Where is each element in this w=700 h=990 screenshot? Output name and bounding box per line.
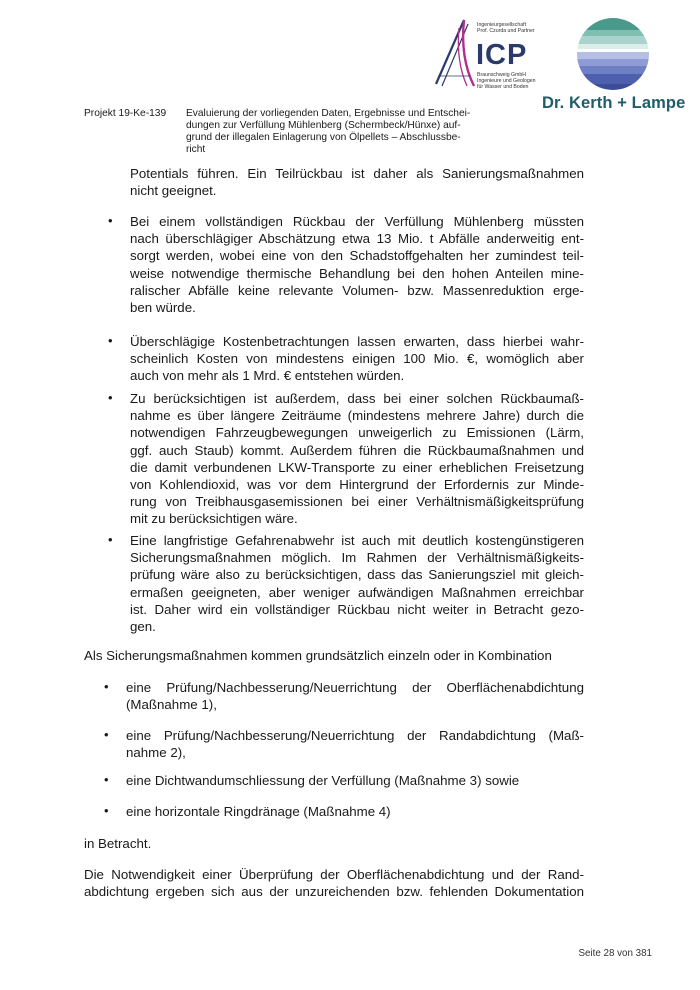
text-line: mit zu berücksichtigen wäre. bbox=[130, 511, 298, 527]
kerth-lampe-name: Dr. Kerth + Lampe bbox=[542, 94, 686, 112]
text-line: Als Sicherungsmaßnahmen kommen grundsätzlich einzeln oder in Kombination bbox=[84, 648, 552, 663]
text-line: Die Notwendigkeit einer Überprüfung der Oberflächenabdichtung und der Rand- bbox=[84, 867, 584, 882]
text-line: prüfung wäre also zu berücksichtigen, dass das Sanierungsziel mit gleich- bbox=[130, 567, 584, 583]
measure-item bbox=[126, 679, 584, 713]
text-line: nach überschlägiger Abschätzung etwa 13 Mio. t Abfälle anderweitig ent- bbox=[130, 231, 584, 247]
text-line: Bei einem vollständigen Rückbau der Verfüllung Mühlenberg müssten bbox=[130, 214, 584, 229]
bullet-paragraph bbox=[130, 213, 584, 316]
page-number: Seite 28 von 381 bbox=[578, 948, 652, 959]
text-line: gen. bbox=[130, 619, 156, 635]
text-line: weise notwendige thermische Behandlung bei den hohen Anteilen mine- bbox=[130, 265, 584, 281]
bullet-paragraph bbox=[130, 333, 584, 385]
icp-emblem-icon bbox=[430, 18, 476, 90]
text-line: ermaßen geeigneten, aber weniger aufwändigen Maßnahmen erreichbar bbox=[130, 584, 584, 600]
text-line: eine Prüfung/Nachbesserung/Neuerrichtung der Oberflächenabdichtung bbox=[126, 680, 584, 695]
project-title-line: Evaluierung der vorliegenden Daten, Ergebnisse und Entschei- bbox=[186, 108, 471, 119]
bullet-dot: • bbox=[104, 679, 109, 694]
text-line: scheinlich Kosten von mindestens einigen 100 Mio. €, womöglich aber bbox=[130, 351, 584, 367]
text-line: Zu berücksichtigen ist außerdem, dass bei einer solchen Rückbaumaß- bbox=[130, 391, 584, 406]
bullet-paragraph bbox=[130, 532, 584, 635]
kerth-lampe-emblem-icon bbox=[575, 16, 651, 92]
bullet-dot: • bbox=[104, 727, 109, 742]
text-line: von Kohlendioxid, was vor dem Hintergrund der Erfordernis zur Minde- bbox=[130, 477, 584, 493]
icp-bottom-text: Braunschweig GmbH Ingenieure und Geologen für Wasser und Boden bbox=[477, 72, 536, 90]
icp-name: ICP bbox=[476, 39, 528, 71]
text-line: eine Dichtwandumschliessung der Verfüllung (Maßnahme 3) sowie bbox=[126, 773, 520, 788]
project-title-line: richt bbox=[186, 144, 206, 155]
text-line: (Maßnahme 1), bbox=[126, 697, 217, 713]
continuation-paragraph bbox=[130, 165, 584, 199]
text-line: Sicherungsmaßnahmen möglich. Im Rahmen der Verhältnismäßigkeits- bbox=[130, 550, 584, 566]
text-line: auch von mehr als 1 Mrd. € entstehen würden. bbox=[130, 368, 405, 384]
text-line: eine Prüfung/Nachbesserung/Neuerrichtung der Randabdichtung (Maß- bbox=[126, 728, 584, 743]
text-line: sorgt werden, wobei eine von den Schadstoffgehalten her zumindest teil- bbox=[130, 248, 584, 264]
bullet-dot: • bbox=[108, 333, 113, 348]
text-line: ben würde. bbox=[130, 300, 196, 316]
text-line: Potentials führen. Ein Teilrückbau ist daher als Sanierungsmaßnahmen bbox=[130, 166, 584, 181]
text-line: die damit verbundenen LKW-Transporte zu einer erheblichen Freisetzung bbox=[130, 459, 584, 475]
text-line: rung von Treibhausgasemissionen bei einer Verhältnismäßigkeitsprüfung bbox=[130, 494, 584, 510]
bullet-dot: • bbox=[108, 390, 113, 405]
measure-item bbox=[126, 772, 584, 789]
icp-logo bbox=[430, 18, 540, 90]
text-line: Überschlägige Kostenbetrachtungen lassen erwarten, dass hierbei wahr- bbox=[130, 334, 584, 349]
text-line: ggf. auch Staub) kommt. Außerdem führen die Rückbaumaßnahmen und bbox=[130, 442, 584, 458]
icp-top-text: Ingenieurgesellschaft Prof. Czurda und Partner bbox=[477, 22, 535, 34]
project-title-line: grund der illegalen Einlagerung von Ölpellets – Abschlussbe- bbox=[186, 132, 461, 143]
bullet-dot: • bbox=[108, 532, 113, 547]
closing-paragraph bbox=[84, 866, 584, 900]
bullet-dot: • bbox=[104, 772, 109, 787]
measure-item bbox=[126, 727, 584, 761]
text-line: in Betracht. bbox=[84, 836, 152, 851]
project-title bbox=[186, 108, 486, 156]
bullet-dot: • bbox=[108, 213, 113, 228]
kerth-lampe-logo bbox=[540, 14, 690, 116]
text-line: ist. Daher wird ein vollständiger Rückbau nicht weiter in Betracht gezo- bbox=[130, 601, 584, 617]
text-line: nicht geeignet. bbox=[130, 183, 217, 199]
measure-item bbox=[126, 803, 584, 820]
text-line: abdichtung ergeben sich aus der unzureichenden bzw. fehlenden Dokumentation bbox=[84, 884, 584, 900]
bullet-paragraph bbox=[130, 390, 584, 528]
bullet-dot: • bbox=[104, 803, 109, 818]
measures-intro bbox=[84, 647, 584, 664]
project-title-line: dungen zur Verfüllung Mühlenberg (Schermbeck/Hünxe) auf- bbox=[186, 120, 461, 131]
text-line: ralischer Abfälle keine relevante Volumen- bzw. Massenreduktion erge- bbox=[130, 282, 584, 298]
text-line: Eine langfristige Gefahrenabwehr ist auch mit deutlich kostengünstigeren bbox=[130, 533, 584, 548]
text-line: nahme 2), bbox=[126, 745, 186, 761]
project-label: Projekt 19-Ke-139 bbox=[84, 108, 167, 119]
text-line: eine horizontale Ringdränage (Maßnahme 4) bbox=[126, 804, 391, 819]
in-betracht-text bbox=[84, 835, 584, 852]
text-line: nahme es über längere Zeiträume (mindestens mehrere Jahre) durch die bbox=[130, 408, 584, 424]
text-line: notwendigen Fahrzeugbewegungen unweigerlich zu Emissionen (Lärm, bbox=[130, 425, 584, 441]
